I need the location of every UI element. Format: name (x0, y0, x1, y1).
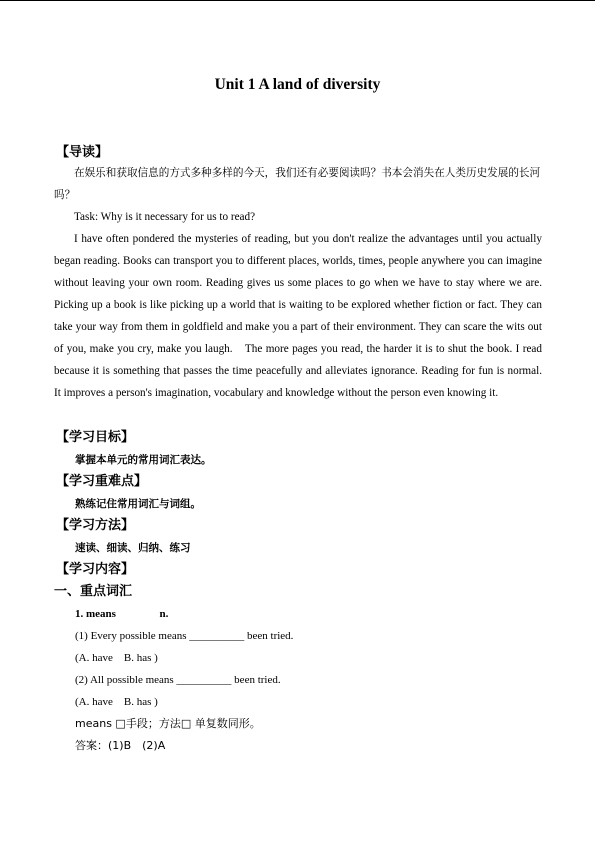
question-2-options: (A. have B. has ) (75, 696, 158, 708)
vocab-word: 1. means (75, 608, 116, 620)
goals-text: 掌握本单元的常用词汇表达。 (75, 454, 212, 466)
guide-passage: I have often pondered the mysteries of reading, but you don't realize the advantages until you actually began reading. Books can transport you to different places, worlds, times, people anywhere you can imagine without leaving your own room. Reading gives us some places to go when we have to stay where we are. Picking up a book is like picking up a world that is waiting to be explored whether fiction or fact. They can take your way from them in goldfield and make you a part of their environment. They can scare the wits out of you, make you cry, make you laugh. The more pages you read, the harder it is to shut the book. I read because it is something that passes the time peacefully and alleviates ignorance. Reading for fun is normal. It improves a person's imagination, vocabulary and knowledge without the person even knowing it. (54, 233, 542, 399)
question-2: (2) All possible means __________ been tried. (75, 674, 281, 686)
guide-task: Task: Why is it necessary for us to read? (74, 211, 256, 223)
vocab-pos: n. (159, 608, 169, 620)
guide-heading: 【导读】 (56, 145, 109, 160)
question-1: (1) Every possible means __________ been tried. (75, 630, 294, 642)
page-title: Unit 1 A land of diversity (214, 76, 381, 93)
answer-line: 答案：(1)B (2)A (75, 739, 166, 752)
top-rule (0, 0, 595, 1)
usage-note: means □手段；方法□ 单复数同形。 (75, 717, 261, 730)
methods-text: 速读、细读、归纳、练习 (75, 542, 191, 554)
keypoints-heading: 【学习重难点】 (56, 474, 148, 489)
keypoints-text: 熟练记住常用词汇与词组。 (75, 498, 201, 510)
vocab-item-1 (75, 603, 168, 625)
guide-block (54, 162, 542, 404)
question-1-options: (A. have B. has ) (75, 652, 158, 664)
section-heading: 一、重点词汇 (54, 584, 133, 599)
methods-heading: 【学习方法】 (56, 518, 135, 533)
content-heading: 【学习内容】 (56, 562, 135, 577)
guide-intro: 在娱乐和获取信息的方式多种多样的今天，我们还有必要阅读吗？书本会消失在人类历史发展的长河吗？ (54, 167, 541, 201)
goals-heading: 【学习目标】 (56, 430, 135, 445)
